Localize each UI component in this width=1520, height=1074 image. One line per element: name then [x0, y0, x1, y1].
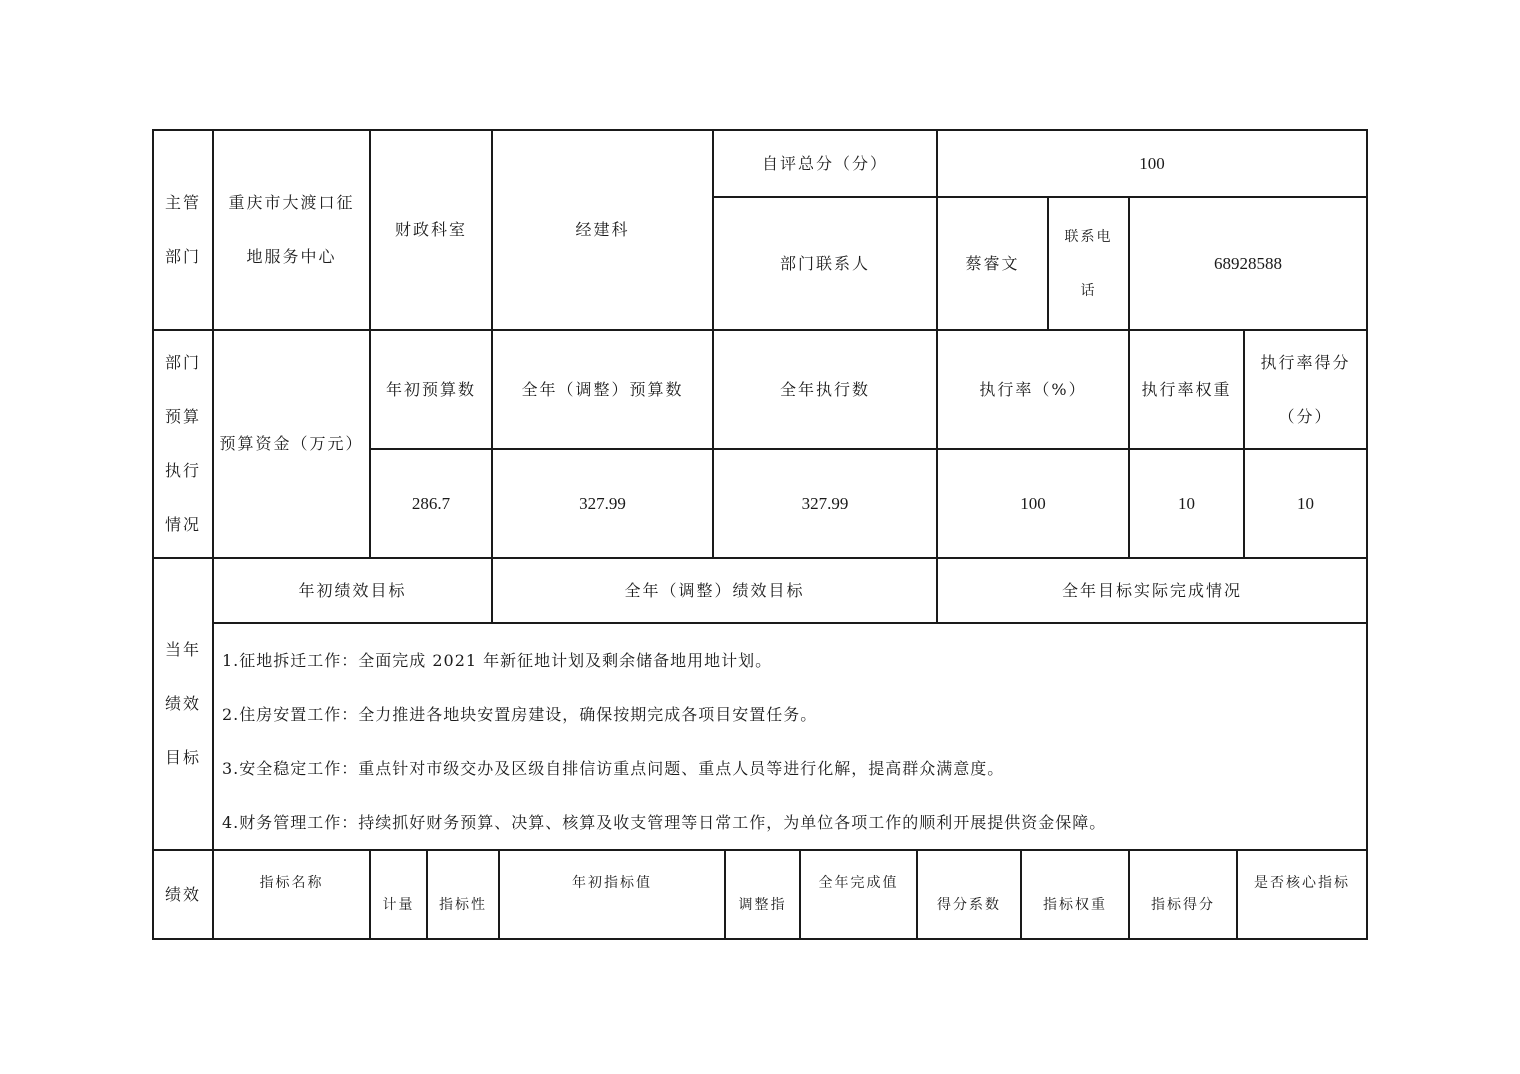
goals-list: [222, 634, 1362, 850]
goals-header-initial: 年初绩效目标: [298, 580, 407, 600]
finance-office-label: 财政科室: [394, 220, 467, 239]
goal-item: 2.住房安置工作：全力推进各地块安置房建设，确保按期完成各项目安置任务。: [222, 705, 818, 724]
indicator-col-weight: 指标权重: [1043, 897, 1107, 914]
table-border: [1366, 129, 1368, 940]
indicator-col-adjusted: 调整指: [738, 897, 787, 914]
col-rate-score: 执行率得分 （分）: [1260, 352, 1351, 426]
value-executed: 327.99: [801, 493, 849, 513]
indicator-col-score: 指标得分: [1151, 897, 1215, 914]
indicator-col-core: 是否核心指标: [1254, 875, 1350, 891]
self-eval-label: 自评总分（分）: [761, 153, 888, 173]
col-initial-budget: 年初预算数: [385, 379, 476, 399]
goals-header-actual: 全年目标实际完成情况: [1061, 580, 1242, 600]
value-rate-weight: 10: [1178, 493, 1195, 513]
budget-row-label: 预算资金（万元）: [219, 434, 364, 453]
section-name: 经建科: [575, 220, 630, 239]
contact-label: 部门联系人: [779, 253, 870, 273]
goal-item: 4.财务管理工作：持续抓好财务预算、决算、核算及收支管理等日常工作，为单位各项工作的顺利开展提供资金保障。: [222, 813, 1107, 832]
table-border: [152, 938, 1368, 940]
contact-name: 蔡睿文: [965, 253, 1020, 273]
goal-item: 3.安全稳定工作：重点针对市级交办及区级自排信访重点问题、重点人员等进行化解，提高群众满意度。: [222, 759, 1005, 778]
value-initial-budget: 286.7: [411, 493, 451, 513]
dept-name: 重庆市大渡口征 地服务中心: [228, 193, 355, 266]
table-border: [212, 622, 1368, 624]
indicator-col-completed: 全年完成值: [818, 875, 899, 891]
indicator-col-initial-value: 年初指标值: [572, 875, 652, 891]
goals-section-label: 当年 绩效 目标: [164, 640, 201, 767]
indicator-section-label: 绩效: [164, 884, 201, 904]
col-executed: 全年执行数: [779, 379, 870, 399]
value-adjusted-budget: 327.99: [579, 493, 626, 513]
indicator-col-nature: 指标性: [439, 897, 487, 914]
phone-label: 联系电 话: [1064, 228, 1113, 299]
self-eval-value: 100: [1139, 153, 1165, 173]
value-execution-rate: 100: [1020, 493, 1046, 513]
col-adjusted-budget: 全年（调整）预算数: [521, 379, 684, 399]
indicator-col-coefficient: 得分系数: [937, 897, 1001, 914]
goals-header-adjusted: 全年（调整）绩效目标: [624, 580, 805, 600]
col-rate-weight: 执行率权重: [1141, 379, 1232, 399]
value-rate-score: 10: [1297, 493, 1314, 513]
budget-section-label: 部门 预算 执行 情况: [164, 353, 201, 534]
indicator-col-unit: 计量: [382, 897, 415, 914]
col-execution-rate: 执行率（%）: [979, 379, 1087, 399]
dept-label: 主管 部门: [164, 193, 201, 266]
goal-item: 1.征地拆迁工作：全面完成 2021 年新征地计划及剩余储备地用地计划。: [222, 651, 773, 670]
indicator-col-name: 指标名称: [259, 875, 324, 891]
phone-value: 68928588: [1214, 253, 1282, 273]
